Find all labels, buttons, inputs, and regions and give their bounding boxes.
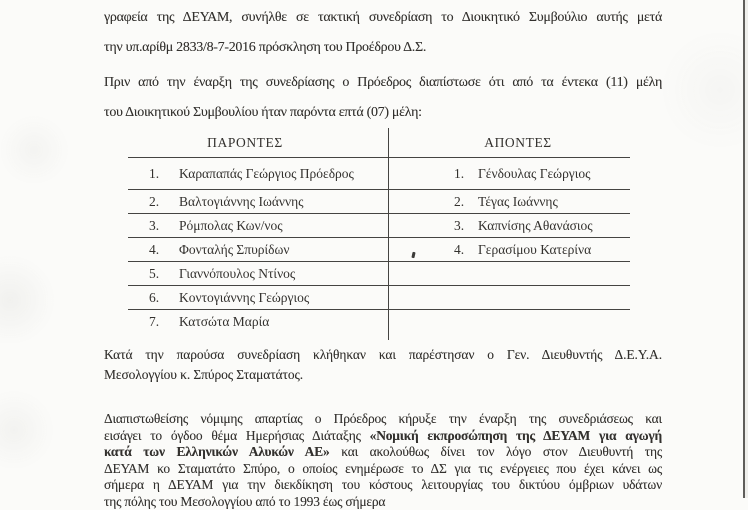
absent-number: 4.: [454, 242, 478, 258]
present-cell: [128, 310, 388, 334]
table-row: [128, 190, 630, 214]
present-cell: [128, 190, 388, 213]
absent-number: 1.: [454, 166, 478, 182]
present-name: Κατσώτα Μαρία: [179, 314, 269, 330]
present-cell: [128, 286, 388, 309]
paragraph-quorum-line: Πριν από την έναρξη της συνεδρίασης ο Πρόεδρος διαπίστωσε ότι από τα έντεκα (11) μέλη: [104, 68, 662, 98]
document-body: [104, 0, 662, 510]
absent-cell: [388, 262, 630, 285]
present-number: 3.: [149, 218, 179, 234]
table-row: [128, 158, 630, 190]
paragraph-attendees-line: Μεσολογγίου κ. Σπύρος Σταματάτος.: [104, 365, 662, 385]
present-cell: [128, 158, 388, 189]
agenda-text: εισάγει το όγδοο θέμα Ημερήσιας Διάταξης: [104, 428, 361, 443]
agenda-topic-bold: «Νομική εκπροσώπηση της ΔΕΥΑΜ για αγωγή: [370, 428, 662, 443]
agenda-text: και ακολούθως δίνει τον λόγο στον Διευθυντή της: [341, 444, 662, 459]
paragraph-agenda-line: [104, 428, 662, 445]
present-number: 1.: [149, 166, 179, 182]
paragraph-agenda-line: [104, 444, 662, 461]
paragraph-agenda: [104, 411, 662, 510]
paragraph-opening: [104, 3, 662, 63]
absent-name: Καπνίσης Αθανάσιος: [478, 218, 593, 234]
table-header-row: [128, 128, 630, 158]
page-edge-line: [743, 0, 745, 498]
present-name: Καραπαπάς Γεώργιος Πρόεδρος: [179, 166, 354, 182]
present-name: Ρόμπολας Κων/νος: [179, 218, 283, 234]
table-row: [128, 310, 630, 334]
absent-cell: [388, 190, 630, 213]
present-name: Γιαννόπουλος Ντίνος: [179, 266, 295, 282]
absent-cell: [388, 286, 630, 309]
absent-cell: [388, 214, 630, 237]
present-name: Βαλτογιάννης Ιωάννης: [179, 194, 304, 210]
absent-cell: [388, 310, 630, 334]
table-column-divider: [388, 128, 389, 340]
absent-cell: [388, 158, 630, 189]
paragraph-opening-line: γραφεία της ΔΕΥΑΜ, συνήλθε σε τακτική συνεδρίαση το Διοικητικό Συμβούλιο αυτής μετά: [104, 3, 662, 33]
absent-number: 2.: [454, 194, 478, 210]
paragraph-attendees-line: Κατά την παρούσα συνεδρίαση κλήθηκαν και παρέστησαν ο Γεν. Διευθυντής Δ.Ε.Υ.Α.: [104, 345, 662, 365]
absent-name: Τέγας Ιωάννης: [478, 194, 558, 210]
present-name: Φονταλής Σπυρίδων: [179, 242, 290, 258]
table-row: [128, 286, 630, 310]
table-row: [128, 214, 630, 238]
table-row: [128, 262, 630, 286]
table-row: [128, 238, 630, 262]
table-header-present: ΠΑΡΟΝΤΕΣ: [128, 128, 388, 157]
paragraph-opening-line: την υπ.αρίθμ 2833/8-7-2016 πρόσκληση του Προέδρου Δ.Σ.: [104, 33, 662, 63]
table-header-absent: ΑΠΟΝΤΕΣ: [388, 128, 630, 157]
present-number: 4.: [149, 242, 179, 258]
paragraph-agenda-line: Διαπιστωθείσης νόμιμης απαρτίας ο Πρόεδρος κήρυξε την έναρξη της συνεδριάσεως και: [104, 411, 662, 428]
present-number: 5.: [149, 266, 179, 282]
paragraph-agenda-line: σήμερα η ΔΕΥΑΜ για την διεκδίκηση του κόστους λειτουργίας του δικτύου όμβριων υδάτων: [104, 477, 662, 494]
paragraph-quorum-line: του Διοικητικού Συμβουλίου ήταν παρόντα επτά (07) μέλη:: [104, 98, 662, 128]
absent-name: Γερασίμου Κατερίνα: [478, 242, 591, 258]
paragraph-quorum: [104, 68, 662, 128]
present-number: 2.: [149, 194, 179, 210]
absent-name: Γένδουλας Γεώργιος: [478, 166, 591, 182]
present-number: 6.: [149, 290, 179, 306]
absent-cell: [388, 238, 630, 261]
absent-number: 3.: [454, 218, 478, 234]
present-cell: [128, 214, 388, 237]
paragraph-attendees: [104, 345, 662, 385]
present-number: 7.: [149, 314, 179, 330]
present-cell: [128, 238, 388, 261]
present-name: Κοντογιάννης Γεώργιος: [179, 290, 309, 306]
paragraph-agenda-line: της πόλης του Μεσολογγίου από το 1993 έως σήμερα: [104, 494, 662, 510]
paragraph-agenda-line: ΔΕΥΑΜ κο Σταματάτο Σπύρο, ο οποίος ενημέρωσε το ΔΣ για τις ενέργειες που έχει κάνει ως: [104, 461, 662, 478]
attendance-table: [128, 128, 630, 334]
present-cell: [128, 262, 388, 285]
agenda-topic-bold: κατά των Ελληνικών Αλυκών ΑΕ»: [104, 444, 330, 459]
